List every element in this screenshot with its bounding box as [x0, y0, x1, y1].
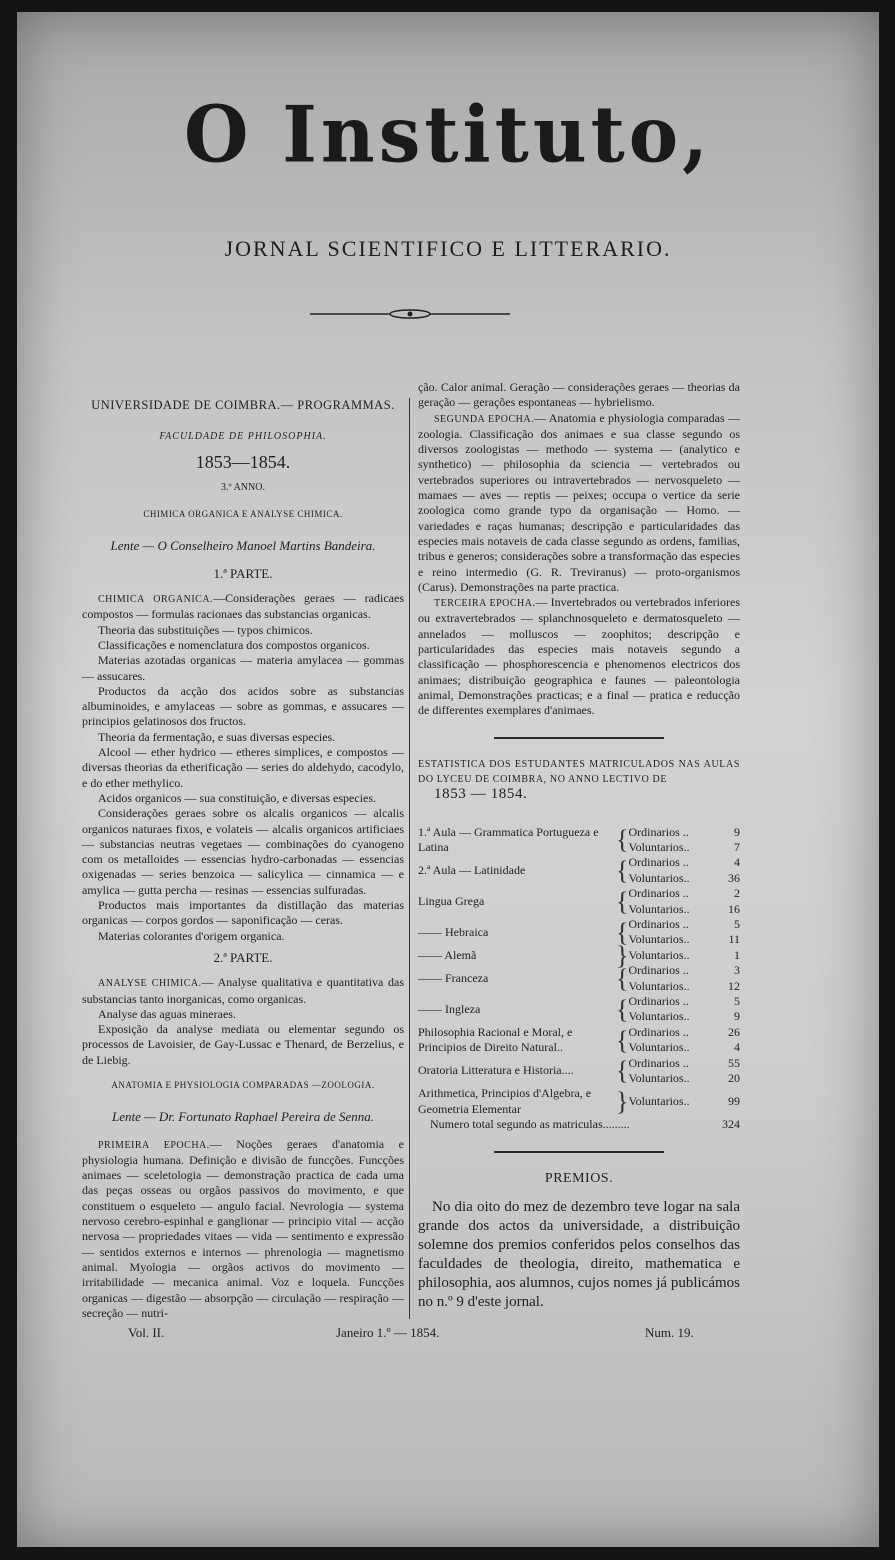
run-in-heading: SEGUNDA EPOCHA.	[434, 413, 535, 425]
table-row: Voluntarios.. 36	[628, 870, 740, 885]
table-row: Voluntarios.. 4	[628, 1040, 740, 1055]
paragraph: Considerações geraes sobre os alcalis organicos — alcalis organicos naturaes fixos, e volateis — alcalis organicos artificiaes — substancias neutras vegetaes — combinações do cyanogeno com os metalloides — essencias hydro-carbonadas — essencias oxigenadas — series benzoica — salicylica — cinnamica — e amylica — gutta percha — resinas — essencias sulfuradas.	[82, 806, 404, 897]
run-in-heading: TERCEIRA EPOCHA.	[434, 598, 536, 610]
masthead-title: O Instituto,	[184, 89, 712, 181]
paragraph: ção. Calor animal. Geração — considerações geraes — theorias da geração — gerações espontaneas — hybrielismo.	[418, 380, 740, 410]
paragraph: PRIMEIRA EPOCHA.— Noções geraes d'anatomia e physiologia humana. Definição e divisão de funcções. Funcções animaes — sceletologia — demonstração practica de cada uma das peças osseas ou orgãos passivos do movimento, e que constituem o esqueleto — angulo facial. Nevrologia — systema nervoso cerebro-espinhal e ganglionar — principio vital — acção nervosa — propriedades vitaes — vida — sentimento e expressão — sentidos externos e internos — phrenologia — magnetismo animal. Myologia — orgãos activos do movimento — irritabilidade — mecanica animal. Voz e loquela. Funcções organicas — digestão — absorpção — circulação — respiração — secreção — nutri-	[82, 1136, 404, 1320]
run-in-heading: ANALYSE CHIMICA.	[98, 978, 202, 990]
table-row: Voluntarios.. 20	[628, 1071, 740, 1086]
enrollment-table	[418, 825, 740, 1133]
table-row: Lingua Grega { Ordinarios .. 2	[418, 886, 740, 916]
table-row: —— Alemã } Voluntarios.. 1	[418, 940, 740, 970]
paragraph: Productos da acção dos acidos sobre as substancias albuminoides, e amylaceas — sobre as gommas, e assucares — principios gelatinosos dos fructos.	[82, 683, 404, 729]
academic-years: 1853—1854.	[195, 451, 291, 472]
paragraph: Analyse das aguas mineraes.	[98, 1006, 236, 1021]
paragraph: SEGUNDA EPOCHA.— Anatomia e physiologia comparadas — zoologia. Classificação dos animaes e sua classe segundo os diversos zoologistas — methodo — systema — (analytico e synthetico) — philosophia da sciencia — vertebrados ou vertebrados superiores ou intravertebrados — nervosqueleto — mamaes — aves — reptis — peixes; occupa o vertice da serie zoologica como grande typo da organisação — Homo. — variedades e raças humanas; descripção e particularidades das especies mais notaveis de cada classe segundo as ordens, familias, tribus e generos; considerações sobre a transformação das especies e reino intermedio (G. R. Treviranus) — proto-organismos (Carus). Demonstrações na parte practica.	[418, 410, 740, 594]
statistics-heading: ESTATISTICA DOS ESTUDANTES MATRICULADOS NAS AULAS DO LYCEU DE COIMBRA, NO ANNO LECTIVO DE 1853 — 1854.	[418, 758, 740, 802]
paragraph: CHIMICA ORGANICA.—Considerações geraes — radicaes compostos — formulas racionaes das substancias organicas.	[82, 591, 404, 622]
premios-heading: PREMIOS.	[544, 1170, 614, 1186]
year-label: 3.º ANNO.	[221, 481, 265, 493]
faculty-heading: FACULDADE DE PHILOSOPHIA.	[159, 431, 327, 443]
paragraph: Alcool — ether hydrico — etheres simplices, e compostos — diversas theorias da etherificação — series do aldehydo, cacodylo, e do ether methylico.	[82, 745, 404, 790]
subject-heading: CHIMICA ORGANICA E ANALYSE CHIMICA.	[143, 509, 343, 520]
footer-number: Num. 19.	[645, 1325, 694, 1340]
table-row: 1.ª Aula — Grammatica Portugueza e Latina { Ordinarios .. 9	[418, 824, 740, 855]
lecturer-line: Lente — O Conselheiro Manoel Martins Bandeira.	[110, 538, 376, 554]
table-row: Voluntarios.. 12	[628, 978, 740, 993]
paragraph: Exposição da analyse mediata ou elementar segundo os processos de Lavoisier, de Gay-Lussac e Thenard, de Berzelius, e de Liebig.	[82, 1022, 404, 1067]
paragraph: Classificações e nomenclatura dos compostos organicos.	[98, 637, 370, 652]
paragraph: Acidos organicos — sua constituição, e diversas especies.	[98, 790, 377, 805]
section-heading: UNIVERSIDADE DE COIMBRA.— PROGRAMMAS.	[91, 398, 395, 412]
ornament-rule-icon	[310, 306, 510, 322]
paragraph: Theoria da fermentação, e suas diversas especies.	[98, 729, 336, 744]
table-total-row: Numero total segundo as matriculas......... 324	[430, 1117, 740, 1132]
table-row: —— Hebraica { Ordinarios .. 5	[418, 916, 740, 947]
column-divider	[409, 398, 410, 1319]
table-row: Philosophia Racional e Moral, e Principios de Direito Natural.. { Ordinarios .. 26	[418, 1024, 740, 1055]
run-in-heading: CHIMICA ORGANICA.	[98, 594, 214, 606]
section-rule	[494, 737, 664, 739]
statistics-year: 1853 — 1854.	[434, 785, 528, 802]
table-row: Voluntarios.. 11	[628, 932, 740, 947]
paragraph: TERCEIRA EPOCHA.— Invertebrados ou vertebrados inferiores ou extravertebrados — splanchnosqueleto e dermatosqueleto — annelados — molluscos — zoophitos; descripção e particularidades das especies mais notaveis segundo a classificação — phosphorescencia e phenomenos electricos dos animaes; distribuição geographica e faunes — paleontologia animal, Demonstrações practicas; e a final — pratica e reducção de differentes exemplares d'animaes.	[418, 595, 740, 718]
table-row: Voluntarios.. 16	[628, 901, 740, 916]
paragraph: Materias colorantes d'origem organica.	[98, 928, 285, 943]
paragraph: Theoria das substituições — typos chimicos.	[98, 622, 313, 637]
section-rule	[494, 1151, 664, 1153]
table-row: Oratoria Litteratura e Historia.... { Ordinarios .. 55	[418, 1055, 740, 1086]
part-heading: 2.ª PARTE.	[213, 949, 273, 965]
table-row: —— Franceza { Ordinarios .. 3	[418, 963, 740, 993]
paragraph: ANALYSE CHIMICA.— Analyse qualitativa e quantitativa das substancias tanto inorganicas, como organicas.	[82, 975, 405, 1006]
premios-paragraph: No dia oito do mez de dezembro teve logar na sala grande dos actos da universidade, a distribuição solemne dos premios conferidos pelos conselhos das faculdades de theologia, direito, mathematica e philosophia, aos alumnos, cujos nomes já publicámos no n.º 9 d'este jornal.	[418, 1198, 740, 1310]
lecturer-line: Lente — Dr. Fortunato Raphael Pereira de Senna.	[111, 1109, 374, 1125]
footer-volume: Vol. II.	[128, 1325, 165, 1340]
right-column	[418, 380, 740, 1312]
table-row: Voluntarios.. 9	[628, 1009, 740, 1024]
table-row: Voluntarios.. 7	[628, 839, 740, 854]
run-in-heading: PRIMEIRA EPOCHA.	[98, 1139, 210, 1151]
masthead-subtitle: JORNAL SCIENTIFICO E LITTERARIO.	[224, 236, 672, 261]
part-heading: 1.ª PARTE.	[213, 565, 273, 581]
left-column	[82, 398, 404, 1321]
subject-heading: ANATOMIA E PHYSIOLOGIA COMPARADAS —ZOOLOGIA.	[111, 1079, 375, 1090]
footer-date: Janeiro 1.º — 1854.	[336, 1325, 440, 1340]
table-row: 2.ª Aula — Latinidade { Ordinarios .. 4	[418, 855, 740, 886]
table-row: —— Ingleza { Ordinarios .. 5	[418, 994, 740, 1024]
paragraph: Materias azotadas organicas — materia amylacea — gommas — assucares.	[82, 653, 404, 683]
paragraph: Productos mais importantes da distillação das materias organicas — corpos gordos — saponificação — ceras.	[82, 898, 404, 928]
table-row: Arithmetica, Principios d'Algebra, e Geometria Elementar } Voluntarios.. 99	[418, 1086, 740, 1117]
